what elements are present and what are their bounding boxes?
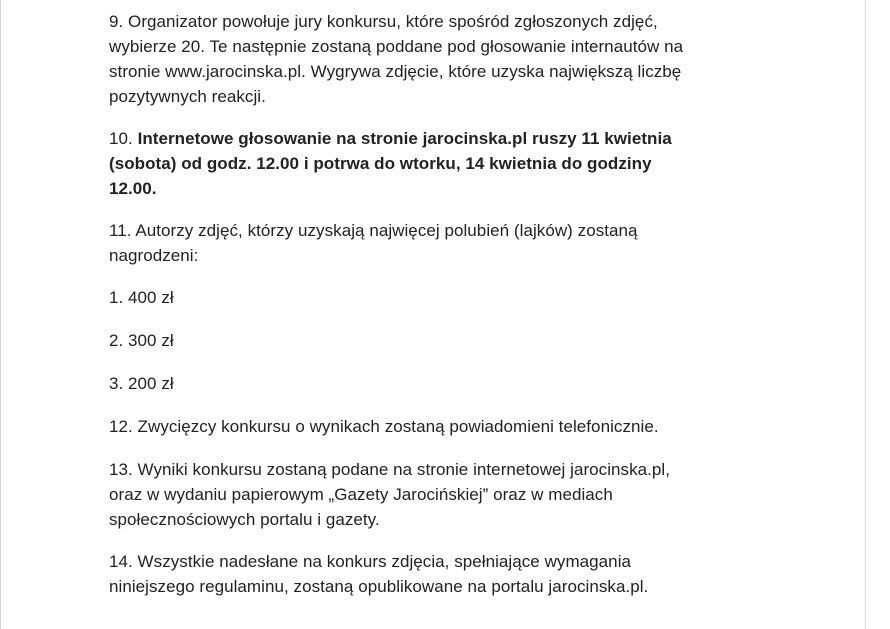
rule-13-line-3: społecznościowych portalu i gazety. (109, 510, 380, 529)
rule-13-line-1: 13. Wyniki konkursu zostaną podane na stronie internetowej jarocinska.pl, (109, 460, 671, 479)
rule-9-line-2: wybierze 20. Te następnie zostaną poddane pod głosowanie internautów na (109, 37, 684, 56)
rule-10-paragraph (109, 126, 789, 201)
prize-3 (109, 371, 789, 396)
rule-13-paragraph (109, 457, 789, 532)
rule-10-number: 10. (109, 129, 138, 148)
rule-14-line-2: niniejszego regulaminu, zostaną opublikowane na portalu jarocinska.pl. (109, 577, 649, 596)
rule-11-line-2: nagrodzeni: (109, 246, 199, 265)
prize-1-text: 1. 400 zł (109, 288, 174, 307)
regulations-text (109, 9, 789, 616)
rule-10-bold-line-1: Internetowe głosowanie na stronie jarocinska.pl ruszy 11 kwietnia (137, 129, 672, 148)
rule-14-paragraph (109, 549, 789, 599)
rule-12-line-1: 12. Zwycięzcy konkursu o wynikach zostaną powiadomieni telefonicznie. (109, 417, 659, 436)
prize-1 (109, 285, 789, 310)
rule-9-line-3: stronie www.jarocinska.pl. Wygrywa zdjęcie, które uzyska największą liczbę (109, 62, 682, 81)
rule-14-line-1: 14. Wszystkie nadesłane na konkurs zdjęcia, spełniające wymagania (109, 552, 632, 571)
rule-9-paragraph (109, 9, 789, 109)
rule-10-bold-line-3: 12.00. (109, 179, 157, 198)
rule-11-paragraph (109, 218, 789, 268)
rule-12-paragraph (109, 414, 789, 439)
rule-10-line-1 (109, 126, 789, 151)
prize-3-text: 3. 200 zł (109, 374, 174, 393)
prize-2 (109, 328, 789, 353)
rule-10-bold-line-2: (sobota) od godz. 12.00 i potrwa do wtorku, 14 kwietnia do godziny (109, 154, 652, 173)
rule-9-line-1: 9. Organizator powołuje jury konkursu, które spośród zgłoszonych zdjęć, (109, 12, 658, 31)
prize-2-text: 2. 300 zł (109, 331, 174, 350)
rule-9-line-4: pozytywnych reakcji. (109, 87, 266, 106)
rule-13-line-2: oraz w wydaniu papierowym „Gazety Jarocińskiej” oraz w mediach (109, 485, 613, 504)
rule-11-line-1: 11. Autorzy zdjęć, którzy uzyskają najwięcej polubień (lajków) zostaną (109, 221, 638, 240)
